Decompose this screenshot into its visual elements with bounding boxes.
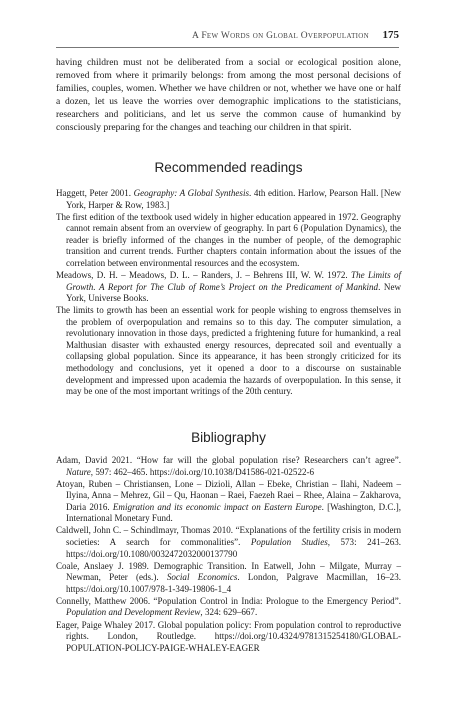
reference-post: , 597: 462–465. https://doi.org/10.1038/D41586-021-02522-6 xyxy=(90,466,315,477)
reference-title: The Limits of Growth. A Report for The Club of Rome’s Project on the Predicament of Mankind xyxy=(66,270,401,292)
reference-pre: Eager, Paige Whaley 2017. Global population policy: From population control to reproductive rights. London, Routledge. https://doi.org/10.4324/9781315254180/GLOBAL-POPULATION-POLICY-PAIGE-WHALEY-EAGER xyxy=(56,619,401,653)
bibliography-entry xyxy=(56,455,401,478)
reference-pre: Connelly, Matthew 2006. “Population Control in India: Prologue to the Emergency Period”. xyxy=(56,595,401,606)
bibliography-entry xyxy=(56,561,401,596)
reference-title: Emigration and its economic impact on Eastern Europe xyxy=(112,501,322,512)
header-rule xyxy=(56,47,399,48)
bibliography-entry xyxy=(56,479,401,525)
reference-title: Geography: A Global Synthesis xyxy=(133,188,249,198)
reference-pre: Meadows, D. H. – Meadows, D. L. – Randers, J. – Behrens III, W. W. 1972. xyxy=(56,270,352,281)
running-header xyxy=(0,30,457,46)
reference-post: , 324: 629–667. xyxy=(200,607,258,618)
reference-post: . [Washington, D.C.], International Monetary Fund. xyxy=(66,501,401,524)
reference-post: . 4th edition. Harlow, Pearson Hall. [New York, Harper & Row, 1983.] xyxy=(66,188,401,210)
bibliography-entry xyxy=(56,620,401,655)
reference-post: , 573: 241–263. https://doi.org/10.1080/0032472032000137790 xyxy=(66,537,402,559)
reference-title: Population and Development Review xyxy=(66,607,201,618)
bibliography-entry xyxy=(56,596,401,619)
reference-pre: Atoyan, Ruben – Christiansen, Lone – Dizioli, Allan – Ebeke, Christian – Ilahi, Nadeem –Ilyina, Anna – Mehrez, Gil – Qu, Haonan – Raei, Faezeh Raei – Rhee, Alaina – Zakharova, Daria 2016. xyxy=(56,478,401,512)
recommended-reading-entry xyxy=(56,270,401,305)
reference-pre: The first edition of the textbook used widely in higher education appeared in 1972. Geography cannot remain absent from an overview of geography. In part 6 (Population Dynamics), the reader is briefly informed of the changes in the number of people, of the demographic transition and current trends. Further chapters contain information about the issues of the correlation between environmental resources and the ecosystem. xyxy=(56,211,401,268)
reference-title: Population Studies xyxy=(250,537,328,548)
recommended-reading-entry xyxy=(56,188,401,211)
reference-pre: The limits to growth has been an essential work for people wishing to engross themselves in the problem of overpopulation and remains so to this day. The computer simulation, a revolutionary innovation in those days, predicted a frightening future for humankind, a real Malthusian disaster with exhausted energy resources, deprecated soil and eventually a collapsing global population. Since its appearance, it has been strongly criticized for its methodology and conclusions, yet it opened a door to a discourse on sustainable development and impressed upon academia the hazards of overpopulation. In this sense, it may be one of the most important writings of the 20th century. xyxy=(56,305,401,397)
reference-post: . New York, Universe Books. xyxy=(66,281,401,304)
reference-pre: Haggett, Peter 2001. xyxy=(56,188,134,198)
page-number: 175 xyxy=(382,29,399,41)
bibliography-entry xyxy=(56,525,401,560)
intro-paragraph: having children must not be deliberated from a social or ecological position alone, removed from where it primarily belongs: from among the most personal decisions of families, couples, women. Whether we have children or not, whether we have one or half a dozen, let us leave the worries over demographic implications to the statisticians, researchers and politicians, and let us serve the common cause of humankind by consciously preparing for the changes and teaching our children in that spirit. xyxy=(56,57,401,134)
reference-title: Nature xyxy=(66,466,91,477)
running-head-title: A Few Words on Global Overpopulation xyxy=(192,31,369,41)
reference-pre: Adam, David 2021. “How far will the global population rise? Researchers can’t agree”. xyxy=(56,455,401,465)
recommended-reading-entry xyxy=(56,305,401,397)
bibliography-list xyxy=(56,455,401,655)
recommended-readings-list xyxy=(56,188,401,398)
reference-pre: Caldwell, John C. – Schindlmayr, Thomas 2010. “Explanations of the fertility crisis in modern societies: A search for commonalities”. xyxy=(56,525,401,548)
reference-pre: Coale, Anslaey J. 1989. Demographic Transition. In Eatwell, John – Milgate, Murray – Newman, Peter (eds.). xyxy=(56,560,401,583)
bibliography-heading: Bibliography xyxy=(191,430,266,445)
reference-title: Social Economics xyxy=(166,572,238,583)
recommended-reading-entry xyxy=(56,212,401,270)
recommended-readings-heading: Recommended readings xyxy=(154,160,303,175)
reference-post: . London, Palgrave Macmillan, 16–23. https://doi.org/10.1007/978-1-349-19806-1_4 xyxy=(66,572,401,594)
